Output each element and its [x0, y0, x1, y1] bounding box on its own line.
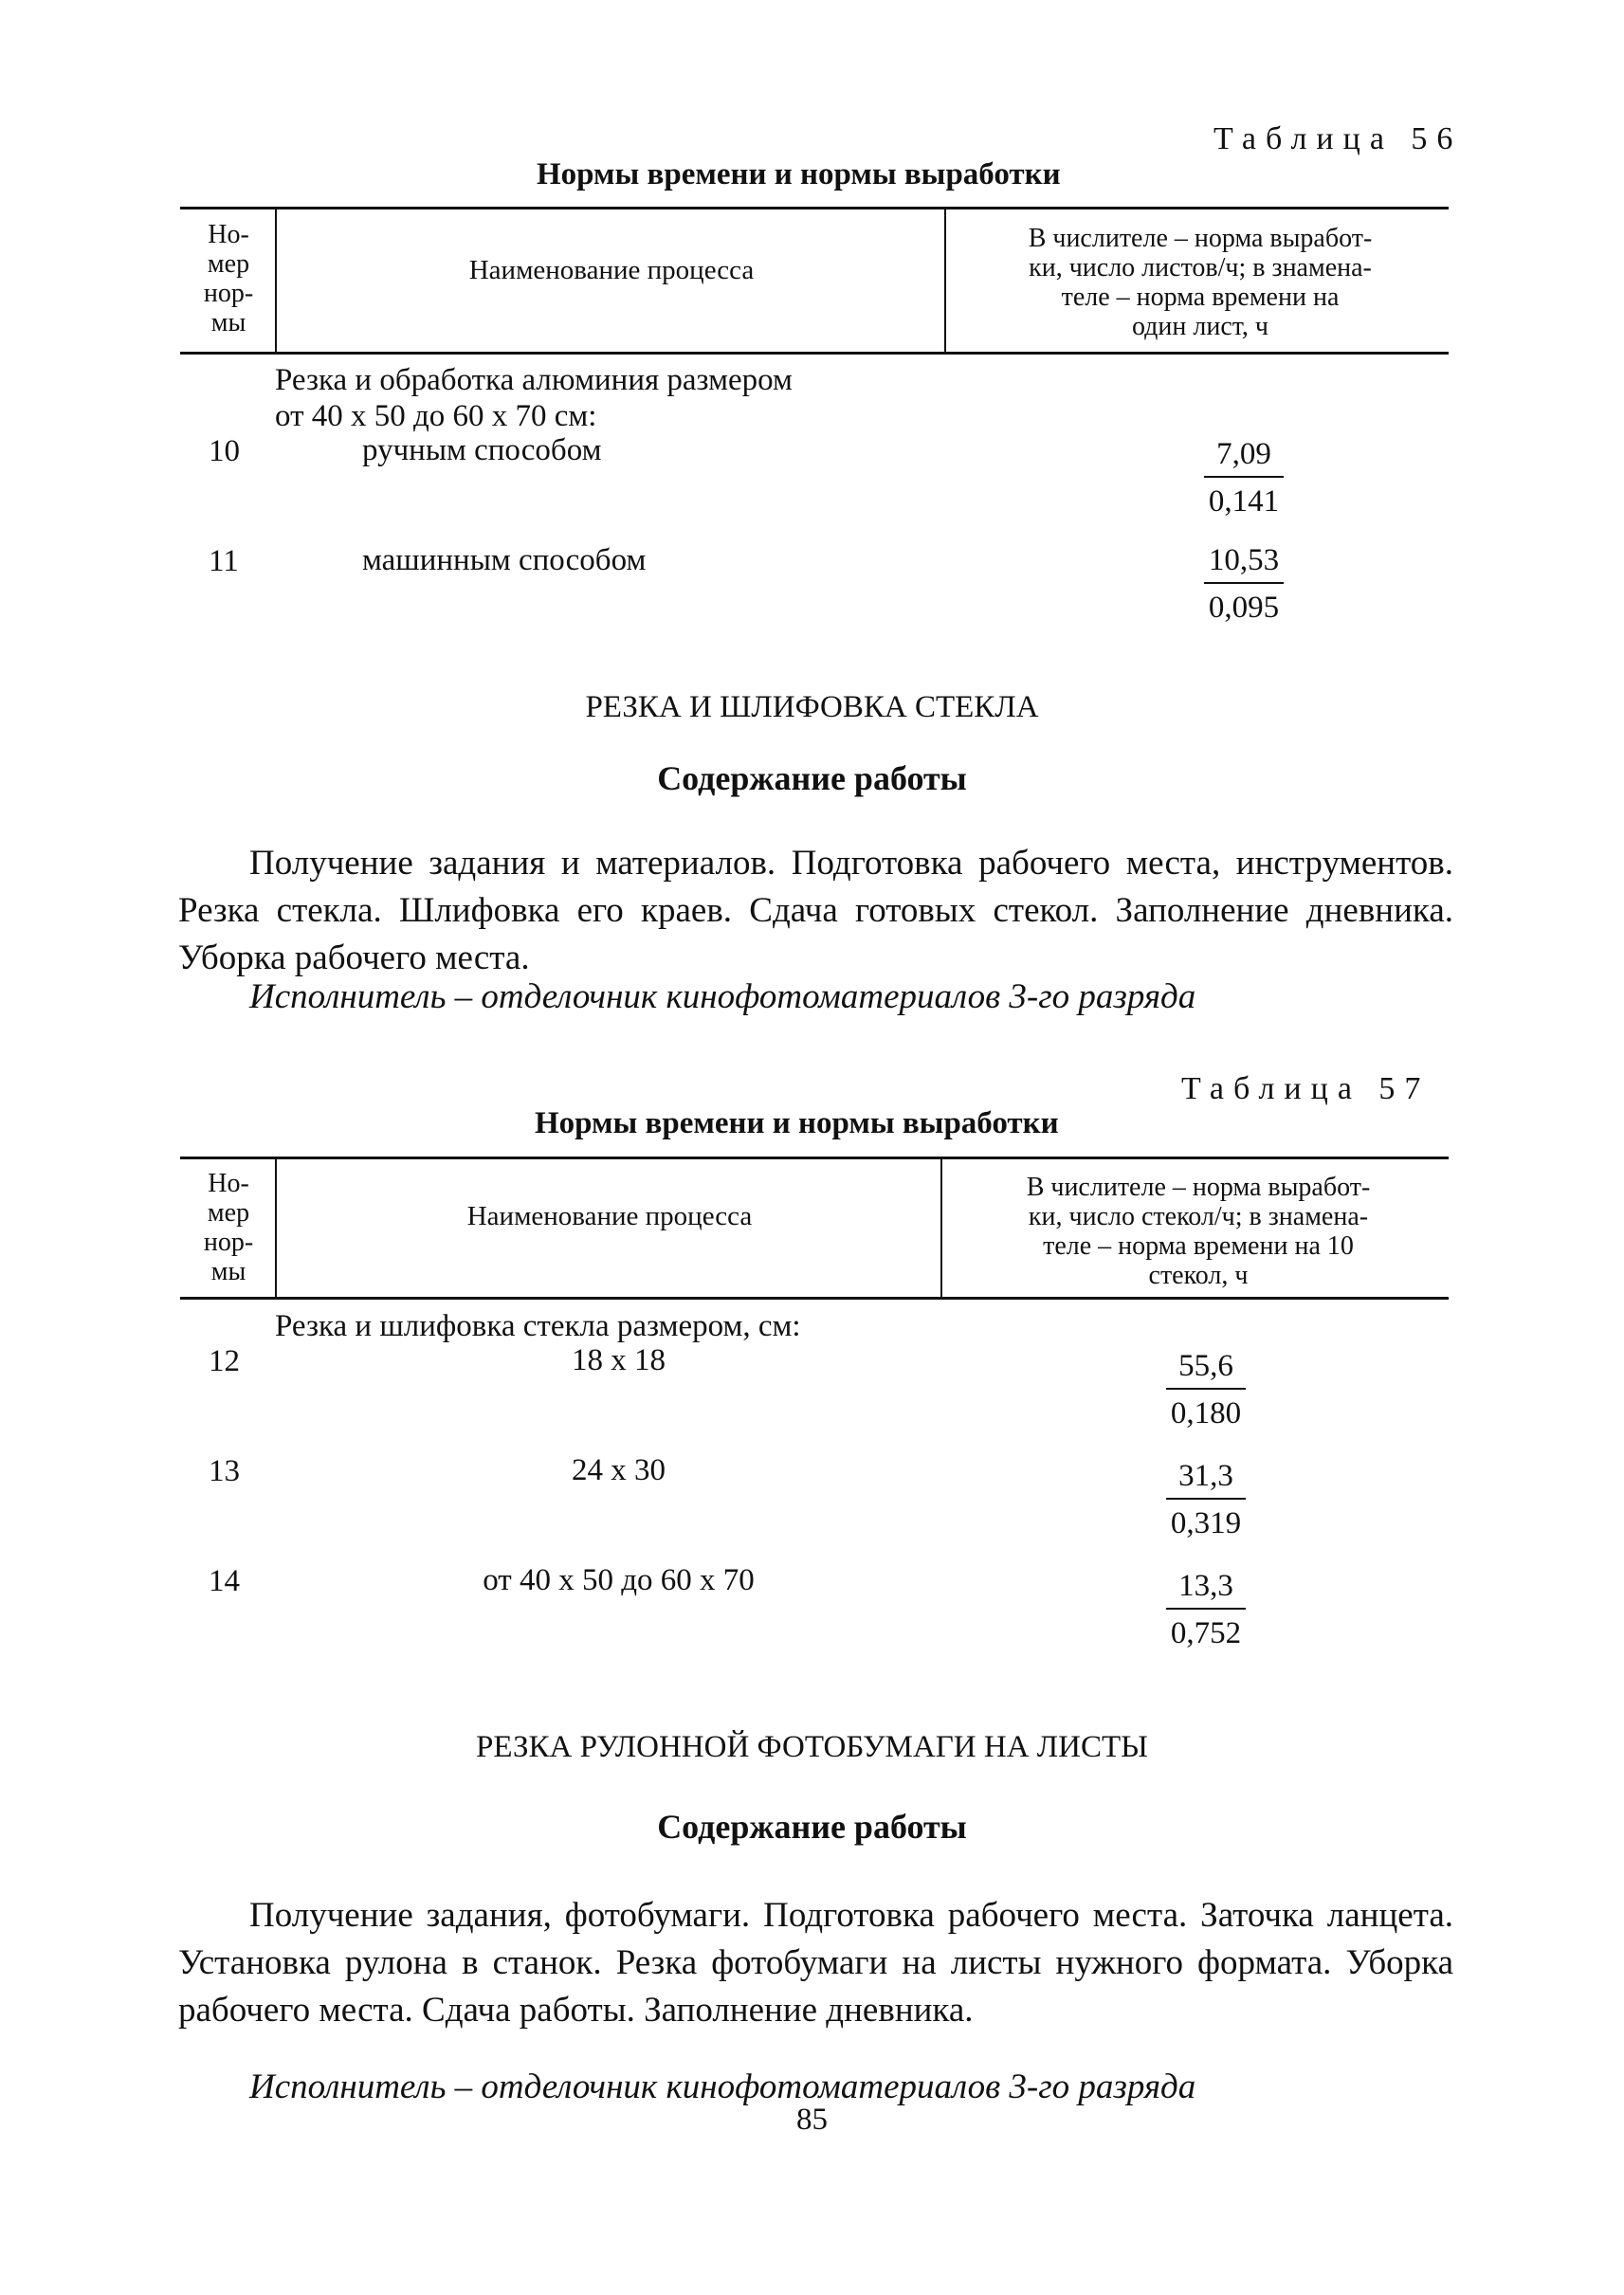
norm-denominator: 0,319	[1170, 1506, 1242, 1540]
table-56-header-rule	[180, 352, 1449, 355]
table-57-col-divider-2	[940, 1158, 942, 1299]
row-process: от 40 х 50 до 60 х 70	[483, 1563, 755, 1597]
norm-numerator: 7,09	[1216, 437, 1271, 471]
norm-numerator: 13,3	[1178, 1569, 1233, 1603]
row-number: 12	[209, 1344, 240, 1378]
table-57-group-title: Резка и шлифовка стекла размером, см:	[275, 1309, 801, 1343]
table-57-header-process: Наименование процесса	[466, 1201, 753, 1231]
row-norm-fraction	[1140, 1568, 1272, 1651]
table-56-top-rule	[180, 207, 1449, 209]
row-process: ручным способом	[362, 433, 602, 467]
section-subtitle: Содержание работы	[657, 1808, 967, 1846]
row-number: 10	[209, 434, 240, 468]
table-56-header-norm: В числителе – норма выработ- ки, число листов/ч; в знамена- теле – норма времени на один лист, ч	[1028, 224, 1373, 341]
table-56-col-divider-1	[275, 209, 277, 353]
executor-line: Исполнитель – отделочник кинофотоматериалов 3-го разряда	[249, 977, 1196, 1016]
row-number: 14	[209, 1564, 240, 1598]
table-56-header-number: Но- мер нор- мы	[203, 220, 254, 337]
row-norm-fraction	[1140, 1348, 1272, 1431]
norm-numerator: 31,3	[1178, 1459, 1233, 1493]
row-norm-fraction	[1177, 436, 1310, 519]
norm-numerator: 55,6	[1178, 1349, 1233, 1383]
table-57-label: Таблица 57	[1181, 1071, 1431, 1106]
executor-line: Исполнитель – отделочник кинофотоматериалов 3-го разряда	[249, 2067, 1196, 2106]
section-title: РЕЗКА РУЛОННОЙ ФОТОБУМАГИ НА ЛИСТЫ	[476, 1730, 1148, 1764]
norm-denominator: 0,141	[1208, 484, 1280, 519]
row-process: 18 х 18	[572, 1343, 666, 1377]
table-56-header-process: Наименование процесса	[468, 255, 755, 285]
norm-denominator: 0,180	[1170, 1396, 1242, 1430]
row-norm-fraction	[1177, 542, 1310, 626]
table-57-col-divider-1	[275, 1158, 277, 1299]
row-process: 24 х 30	[572, 1453, 666, 1487]
section-title: РЕЗКА И ШЛИФОВКА СТЕКЛА	[585, 690, 1039, 724]
page-number: 85	[796, 2103, 828, 2137]
row-number: 13	[209, 1454, 240, 1488]
table-57-header-norm: В числителе – норма выработ- ки, число стекол/ч; в знамена- теле – норма времени на 10 стекол, ч	[1026, 1173, 1371, 1290]
table-56-label: Таблица 56	[1213, 121, 1463, 156]
norm-numerator: 10,53	[1208, 543, 1280, 577]
section-subtitle: Содержание работы	[657, 759, 967, 797]
table-57-header-rule	[180, 1297, 1449, 1300]
table-56-group-title-line-2: от 40 х 50 до 60 х 70 см:	[275, 399, 597, 433]
table-56-caption: Нормы времени и нормы выработки	[537, 157, 1061, 191]
norm-denominator: 0,752	[1170, 1616, 1242, 1650]
row-process: машинным способом	[362, 543, 647, 577]
work-content-paragraph: Получение задания и материалов. Подготовка рабочего места, инструментов. Резка стекла. Шлифовка его краев. Сдача готовых стекол. Заполнение дневника. Уборка рабочего места.	[178, 844, 1453, 977]
table-56-group-title-line-1: Резка и обработка алюминия размером	[275, 363, 793, 397]
table-57-top-rule	[180, 1157, 1449, 1159]
table-57-caption: Нормы времени и нормы выработки	[535, 1106, 1059, 1140]
table-56-col-divider-2	[944, 209, 946, 353]
norm-denominator: 0,095	[1208, 591, 1280, 625]
row-norm-fraction	[1140, 1458, 1272, 1541]
table-57-header-number: Но- мер нор- мы	[203, 1169, 254, 1286]
row-number: 11	[209, 544, 239, 578]
work-content-paragraph: Получение задания, фотобумаги. Подготовка рабочего места. Заточка ланцета. Установка рулона в станок. Резка фотобумаги на листы нужного формата. Уборка рабочего места. Сдача работы. Заполнение дневника.	[178, 1896, 1453, 2030]
